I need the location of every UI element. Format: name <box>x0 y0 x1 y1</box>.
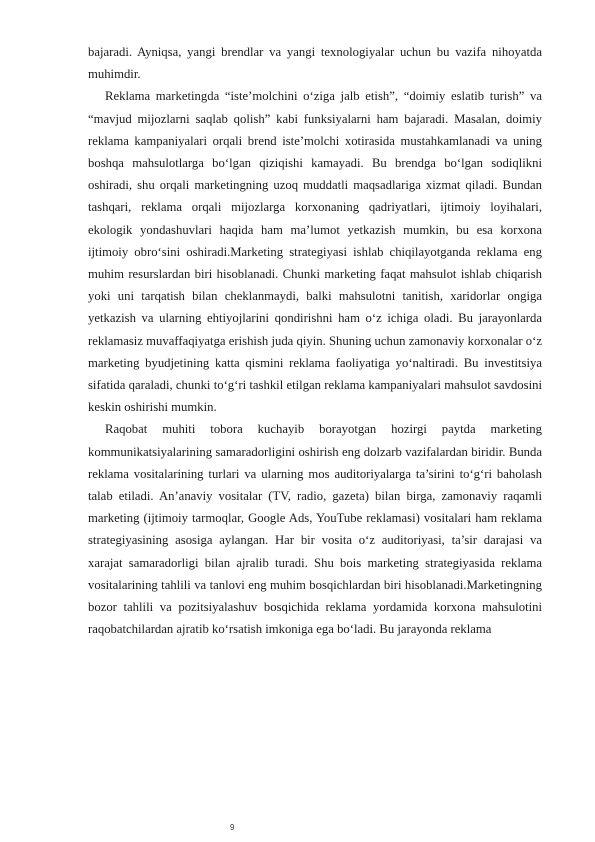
paragraph-raqobat-muhiti: Raqobat muhiti tobora kuchayib borayotgan hozirgi paytda marketing kommunikatsiyalarining samaradorligini oshirish eng dolzarb vazifalardan biridir. Bunda reklama vositalarining turlari va ularning mos auditoriyalarga ta’sirini to‘g‘ri baholash talab etiladi. An’anaviy vositalar (TV, radio, gazeta) bilan birga, zamonaviy raqamli marketing (ijtimoiy tarmoqlar, Google Ads, YouTube reklamasi) vositalari ham reklama strategiyasining asosiga aylangan. Har bir vosita o‘z auditoriyasi, ta’sir darajasi va xarajat samaradorligi bilan ajralib turadi. Shu bois marketing strategiyasida reklama vositalarining tahlili va tanlovi eng muhim bosqichlardan biri hisoblanadi.Marketingning bozor tahlili va pozitsiyalashuv bosqichida reklama yordamida korxona mahsulotini raqobatchilardan ajratib ko‘rsatish imkoniga ega bo‘ladi. Bu jarayonda reklama <box>88 422 542 637</box>
paragraph-continuation: bajaradi. Ayniqsa, yangi brendlar va yangi texnologiyalar uchun bu vazifa nihoyatda muhimdir. <box>88 45 542 82</box>
paragraph-reklama-funksiyalari: Reklama marketingda “iste’molchini o‘ziga jalb etish”, “doimiy eslatib turish” va “mavjud mijozlarni saqlab qolish” kabi funksiyalarni ham bajaradi. Masalan, doimiy reklama kampaniyalari orqali brend iste’molchi xotirasida mustahkamlanadi va uning boshqa mahsulotlarga bo‘lgan qiziqishi kamayadi. Bu brendga bo‘lgan sodiqlikni oshiradi, shu orqali marketingning uzoq muddatli maqsadlariga xizmat qiladi. Bundan tashqari, reklama orqali mijozlarga korxonaning qadriyatlari, ijtimoiy loyihalari, ekologik yondashuvlari haqida ham ma’lumot yetkazish mumkin, bu esa korxona ijtimoiy obro‘sini oshiradi.Marketing strategiyasi ishlab chiqilayotganda reklama eng muhim resurslardan biri hisoblanadi. Chunki marketing faqat mahsulot ishlab chiqarish yoki uni tarqatish bilan cheklanmaydi, balki mahsulotni tanitish, xaridorlar ongiga yetkazish va ularning ehtiyojlarini qondirishni ham o‘z ichiga oladi. Bu jarayonlarda reklamasiz muvaffaqiyatga erishish juda qiyin. Shuning uchun zamonaviy korxonalar o‘z marketing byudjetining katta qismini reklama faoliyatiga yo‘naltiradi. Bu investitsiya sifatida qaraladi, chunki to‘g‘ri tashkil etilgan reklama kampaniyalari mahsulot savdosini keskin oshirishi mumkin. <box>88 89 542 415</box>
body-text <box>88 41 542 640</box>
page-number: 9 <box>230 823 235 832</box>
